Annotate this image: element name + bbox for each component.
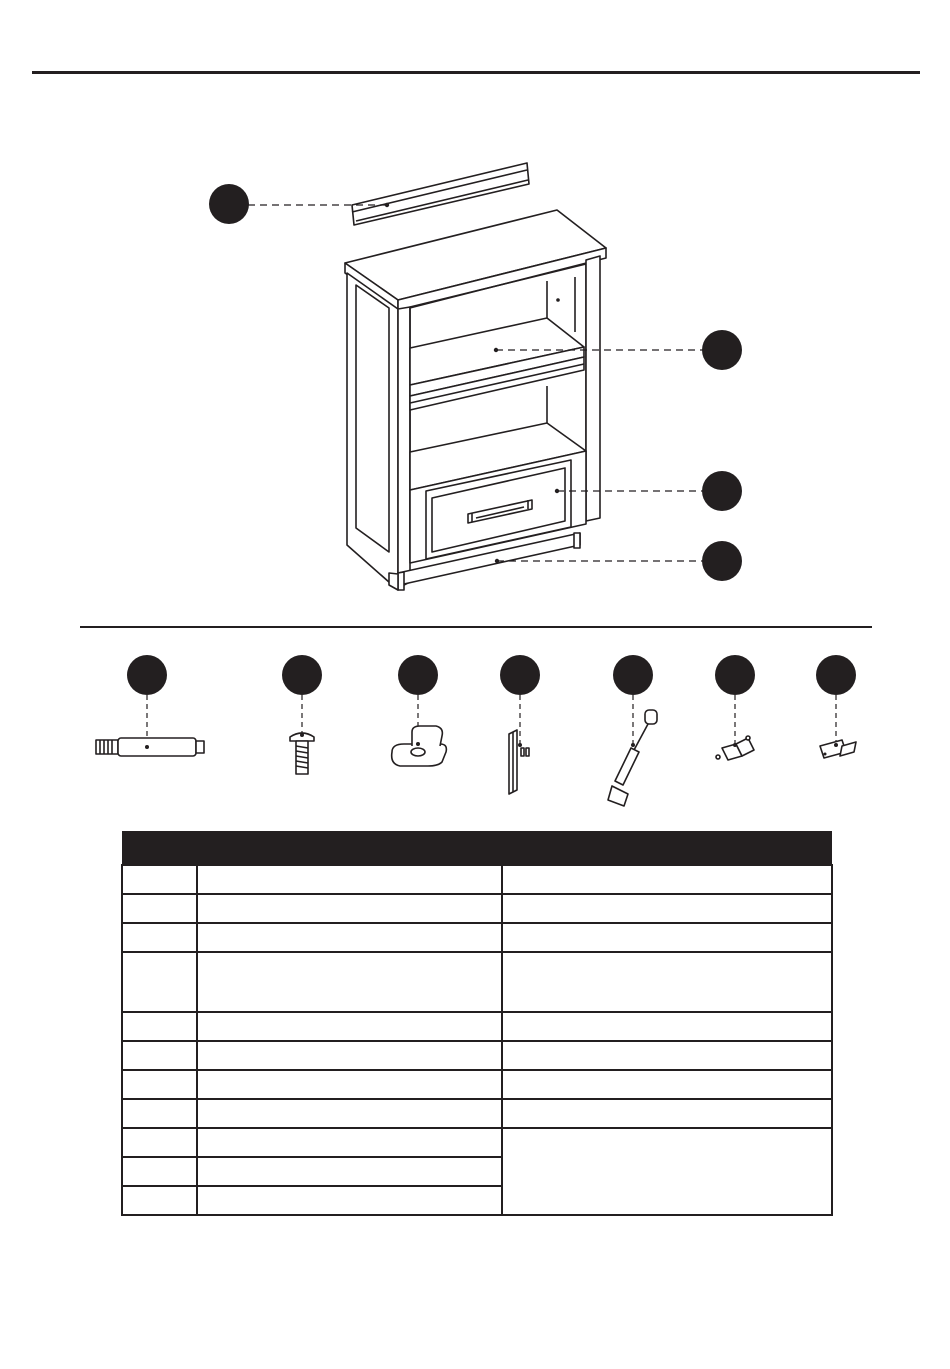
table-merged-cell (502, 1128, 832, 1215)
hardware-callouts (127, 655, 856, 695)
table-cell (502, 1012, 832, 1041)
table-cell (122, 952, 197, 1012)
table-cell (122, 1099, 197, 1128)
table-cell (197, 952, 502, 1012)
callout-drawer (702, 471, 742, 511)
table-cell (502, 1099, 832, 1128)
table-row (122, 1041, 832, 1070)
table-cell (197, 1012, 502, 1041)
table-cell (122, 865, 197, 894)
table-cell (197, 923, 502, 952)
table-row (122, 1128, 832, 1157)
table-cell (122, 1070, 197, 1099)
table-row (122, 923, 832, 952)
drawer-slide-icon (509, 730, 529, 794)
parts-table (121, 831, 833, 1216)
table-cell (502, 1070, 832, 1099)
table-cell (502, 952, 832, 1012)
table-cell (197, 1099, 502, 1128)
table-row (122, 1070, 832, 1099)
table-cell (122, 923, 197, 952)
table-header-row (122, 831, 832, 865)
table-cell (122, 1012, 197, 1041)
table-row (122, 894, 832, 923)
table-cell (197, 1128, 502, 1157)
table-row (122, 1099, 832, 1128)
table-cell (122, 1128, 197, 1157)
table-cell (197, 1070, 502, 1099)
callout-cabinet-body (702, 330, 742, 370)
shelf-pin-icon (392, 726, 447, 766)
top-molding-illustration (352, 163, 529, 225)
table-row (122, 1012, 832, 1041)
table-header-cell (502, 831, 832, 865)
cabinet-illustration (345, 210, 606, 590)
table-cell (502, 923, 832, 952)
table-cell (122, 894, 197, 923)
table-cell (122, 1157, 197, 1186)
screw-icon (290, 733, 314, 774)
table-cell (122, 1041, 197, 1070)
table-cell (197, 865, 502, 894)
table-cell (502, 865, 832, 894)
table-cell (502, 1041, 832, 1070)
table-cell (502, 894, 832, 923)
table-header-cell (197, 831, 502, 865)
table-cell (197, 894, 502, 923)
table-cell (197, 1041, 502, 1070)
callout-top-molding (209, 184, 249, 224)
table-cell (197, 1157, 502, 1186)
table-cell (197, 1186, 502, 1215)
callout-base-rail (702, 541, 742, 581)
table-row (122, 952, 832, 1012)
magnetic-catch-icon (820, 740, 856, 758)
table-row (122, 865, 832, 894)
hinge-icon (716, 736, 754, 760)
table-cell (122, 1186, 197, 1215)
dowel-icon (96, 738, 204, 756)
table-header-cell (122, 831, 197, 865)
